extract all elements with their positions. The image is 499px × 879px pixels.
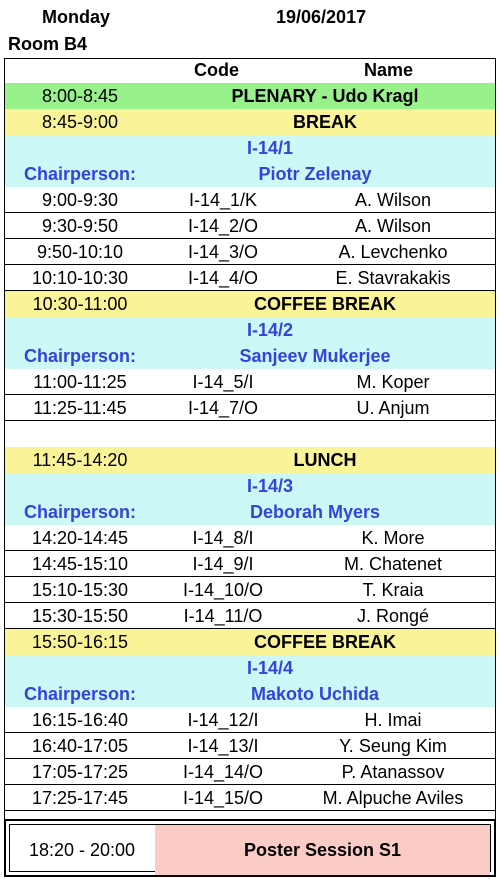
talk-row	[5, 213, 495, 239]
talk-code: I-14_8/I	[192, 528, 254, 548]
name-column-header: Name	[364, 60, 414, 80]
talk-time: 9:30-9:50	[41, 216, 119, 236]
talk-row	[5, 603, 495, 629]
coffee-break-row-title: COFFEE BREAK	[253, 294, 396, 314]
talk-time: 14:20-14:45	[31, 528, 129, 548]
talk-row	[5, 759, 495, 785]
talk-time: 9:00-9:30	[41, 190, 119, 210]
talk-time: 16:15-16:40	[31, 710, 129, 730]
talk-row	[5, 187, 495, 213]
talk-name: A. Wilson	[354, 190, 432, 210]
talk-time: 11:00-11:25	[33, 372, 127, 392]
session-header	[5, 317, 495, 343]
chairperson-name: Makoto Uchida	[250, 684, 379, 704]
talk-time: 11:25-11:45	[33, 398, 127, 418]
plenary-row-time: 8:00-8:45	[41, 86, 119, 106]
talk-time: 14:45-15:10	[31, 554, 129, 574]
talk-name: M. Chatenet	[343, 554, 443, 574]
chairperson-name: Deborah Myers	[249, 502, 381, 522]
talk-name: H. Imai	[364, 710, 422, 730]
talk-row	[5, 525, 495, 551]
talk-code: I-14_10/O	[182, 580, 264, 600]
room-label: Room B4	[8, 34, 88, 54]
talk-name: T. Kraia	[362, 580, 424, 600]
day-label: Monday	[42, 7, 111, 27]
talk-row	[5, 369, 495, 395]
chairperson-row	[5, 343, 495, 369]
talk-code: I-14_15/O	[182, 788, 264, 808]
talk-code: I-14_13/I	[187, 736, 259, 756]
plenary-row-title: PLENARY - Udo Kragl	[231, 86, 419, 106]
talk-name: J. Rongé	[356, 606, 430, 626]
coffee-break-row-time: 15:50-16:15	[31, 632, 129, 652]
lunch-row-title: LUNCH	[293, 450, 357, 470]
break-row-title: BREAK	[292, 112, 357, 132]
chairperson-name: Sanjeev Mukerjee	[239, 346, 391, 366]
talk-row	[5, 785, 495, 811]
coffee-break-row-time: 10:30-11:00	[32, 294, 128, 314]
talk-row	[5, 265, 495, 291]
talk-code: I-14_4/O	[187, 268, 259, 288]
talk-code: I-14_9/I	[192, 554, 254, 574]
talk-time: 15:10-15:30	[31, 580, 129, 600]
chairperson-row	[5, 161, 495, 187]
talk-row	[5, 395, 495, 421]
talk-time: 17:05-17:25	[31, 762, 129, 782]
talk-code: I-14_11/O	[183, 606, 263, 626]
talk-code: I-14_5/I	[192, 372, 254, 392]
talk-name: E. Stavrakakis	[335, 268, 451, 288]
talk-code: I-14_7/O	[187, 398, 259, 418]
poster-session-box	[4, 819, 496, 877]
talk-time: 9:50-10:10	[36, 242, 124, 262]
talk-row	[5, 577, 495, 603]
talk-code: I-14_12/I	[187, 710, 259, 730]
chairperson-label: Chairperson:	[23, 164, 137, 184]
poster-session-time: 18:20 - 20:00	[28, 840, 136, 860]
session-header	[5, 473, 495, 499]
session-id: I-14/4	[246, 658, 294, 678]
session-id: I-14/1	[246, 138, 294, 158]
talk-code: I-14_14/O	[182, 762, 264, 782]
talk-name: K. More	[361, 528, 425, 548]
session-header	[5, 655, 495, 681]
chairperson-row	[5, 681, 495, 707]
lunch-row-time: 11:45-14:20	[32, 450, 128, 470]
talk-name: M. Koper	[356, 372, 430, 392]
talk-row	[5, 707, 495, 733]
talk-name: Y. Seung Kim	[339, 736, 447, 756]
lunch-row	[5, 447, 495, 473]
break-row	[5, 109, 495, 135]
poster-session-title: Poster Session S1	[155, 825, 490, 875]
chairperson-label: Chairperson:	[23, 346, 137, 366]
talk-row	[5, 239, 495, 265]
session-header	[5, 135, 495, 161]
talk-code: I-14_2/O	[187, 216, 259, 236]
talk-name: M. Alpuche Aviles	[322, 788, 464, 808]
talk-name: A. Levchenko	[338, 242, 448, 262]
coffee-break-row-title: COFFEE BREAK	[253, 632, 396, 652]
chairperson-label: Chairperson:	[23, 502, 137, 522]
talk-row	[5, 551, 495, 577]
chairperson-name: Piotr Zelenay	[258, 164, 372, 184]
break-row-time: 8:45-9:00	[41, 112, 119, 132]
talk-code: I-14_1/K	[188, 190, 258, 210]
talk-row	[5, 733, 495, 759]
talk-code: I-14_3/O	[187, 242, 259, 262]
talk-name: U. Anjum	[356, 398, 430, 418]
talk-time: 16:40-17:05	[31, 736, 129, 756]
date-label: 19/06/2017	[276, 7, 367, 27]
talk-name: A. Wilson	[354, 216, 432, 236]
chairperson-row	[5, 499, 495, 525]
coffee-break-row	[5, 629, 495, 655]
coffee-break-row	[5, 291, 495, 317]
talk-time: 10:10-10:30	[31, 268, 129, 288]
talk-name: P. Atanassov	[341, 762, 445, 782]
plenary-row	[5, 83, 495, 109]
code-column-header: Code	[194, 60, 239, 80]
session-id: I-14/2	[246, 320, 294, 340]
talk-time: 15:30-15:50	[31, 606, 129, 626]
chairperson-label: Chairperson:	[23, 684, 137, 704]
talk-time: 17:25-17:45	[31, 788, 129, 808]
session-id: I-14/3	[246, 476, 294, 496]
